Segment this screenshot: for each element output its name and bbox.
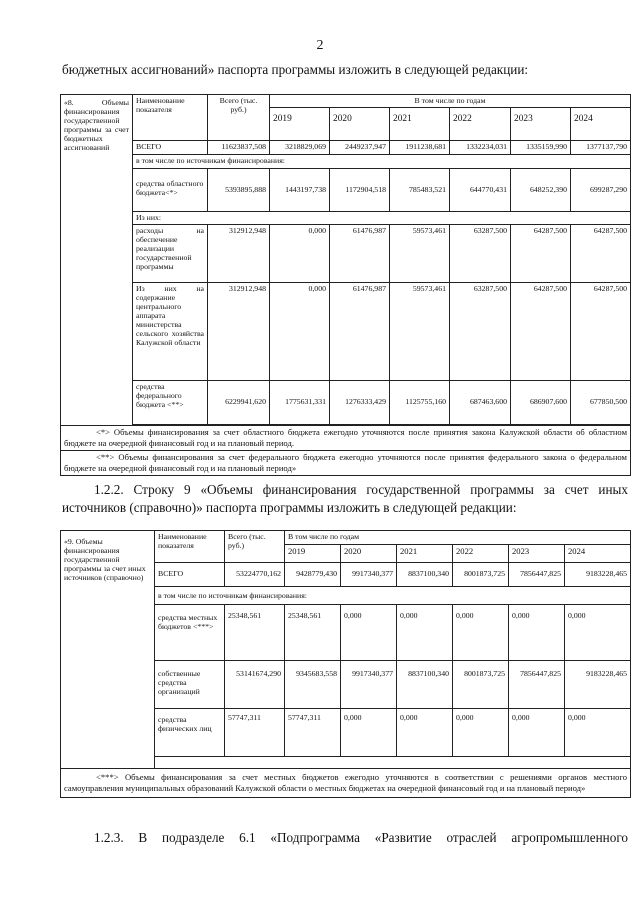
section-1-2-2: 1.2.2. Строку 9 «Объемы финансирования государственной программы за счет иных источников (справочно)» паспорта программы изложить в следующей редакции: bbox=[62, 482, 628, 515]
footnote-federal-text: <**> Объемы финансирования за счет федерального бюджета ежегодно уточняются после принятия федерального закона о федеральном бюджете на очередной финансовый год и на плановый период» bbox=[64, 452, 628, 473]
cell-value: 0,000 bbox=[565, 605, 631, 661]
cell-value: 785483,521 bbox=[390, 169, 450, 212]
footnote-local-text: <***> Объемы финансирования за счет местных бюджетов ежегодно уточняются в соответствии с решениями органов местного самоуправления муниципальных образований Калужской области о местных бюджетах на очередной финансовый год и на плановый период» bbox=[64, 772, 628, 793]
cell-value: 0,000 bbox=[341, 709, 397, 757]
year-2019: 2019 bbox=[270, 108, 330, 141]
row-expenses-label: расходы на обеспечение реализации государственной программы bbox=[133, 225, 208, 283]
cell-value: 0,000 bbox=[270, 283, 330, 381]
cell-value: 644770,431 bbox=[450, 169, 511, 212]
cell-total: 11623837,508 bbox=[208, 141, 270, 155]
footnote-local bbox=[61, 769, 631, 798]
cell-value: 0,000 bbox=[453, 709, 509, 757]
footnote-regional bbox=[61, 426, 631, 451]
cell-value: 0,000 bbox=[397, 709, 453, 757]
year-2021: 2021 bbox=[390, 108, 450, 141]
row-individuals-label: средства физических лиц bbox=[155, 709, 225, 757]
cell-value: 1775631,331 bbox=[270, 381, 330, 425]
cell-value: 63287,500 bbox=[450, 225, 511, 283]
col-name-header: Наименование показателя bbox=[155, 531, 225, 563]
col-years-header: В том числе по годам bbox=[270, 95, 631, 108]
intro-line: бюджетных ассигнований» паспорта программы изложить в следующей редакции: bbox=[62, 62, 529, 77]
cell-value: 1172904,518 bbox=[330, 169, 390, 212]
cell-total: 5393895,888 bbox=[208, 169, 270, 212]
cell-value: 1911238,681 bbox=[390, 141, 450, 155]
col-total-header: Всего (тыс. руб.) bbox=[225, 531, 285, 563]
row-own-label: собственные средства организаций bbox=[155, 661, 225, 709]
table-budget-financing bbox=[60, 94, 631, 476]
cell-total: 25348,561 bbox=[225, 605, 285, 661]
cell-value: 9345683,558 bbox=[285, 661, 341, 709]
cell-value: 7856447,825 bbox=[509, 563, 565, 587]
year-2023: 2023 bbox=[509, 545, 565, 563]
cell-value: 3218829,069 bbox=[270, 141, 330, 155]
footnote-federal bbox=[61, 451, 631, 476]
cell-total: 53141674,290 bbox=[225, 661, 285, 709]
cell-total: 6229941,620 bbox=[208, 381, 270, 425]
row-local-label: средства местных бюджетов <***> bbox=[155, 605, 225, 661]
row-ministry-label: Из них на содержание центрального аппарата министерства сельского хозяйства Калужской области bbox=[133, 283, 208, 381]
cell-value: 1377137,790 bbox=[571, 141, 631, 155]
cell-value: 8001873,725 bbox=[453, 563, 509, 587]
cell-value: 699287,290 bbox=[571, 169, 631, 212]
sources-header: в том числе по источникам финансирования: bbox=[155, 587, 631, 605]
row-federal-label: средства федерального бюджета <**> bbox=[133, 381, 208, 425]
sources-header: в том числе по источникам финансирования: bbox=[133, 155, 631, 169]
year-2024: 2024 bbox=[571, 108, 631, 141]
table-row bbox=[61, 141, 631, 155]
cell-value: 59573,461 bbox=[390, 283, 450, 381]
cell-value: 57747,311 bbox=[285, 709, 341, 757]
year-2020: 2020 bbox=[341, 545, 397, 563]
year-2022: 2022 bbox=[453, 545, 509, 563]
table-other-sources bbox=[60, 530, 631, 798]
cell-value: 25348,561 bbox=[285, 605, 341, 661]
cell-value: 1276333,429 bbox=[330, 381, 390, 425]
col-years-header: В том числе по годам bbox=[285, 531, 631, 545]
table-row bbox=[61, 283, 631, 381]
year-2024: 2024 bbox=[565, 545, 631, 563]
cell-value: 1125755,160 bbox=[390, 381, 450, 425]
cell-total: 53224770,162 bbox=[225, 563, 285, 587]
row-label-8: «8. Объемы финансирования государственной программы за счет бюджетных ассигнований bbox=[61, 95, 133, 426]
cell-value: 8001873,725 bbox=[453, 661, 509, 709]
page-number: 2 bbox=[316, 38, 324, 53]
cell-value: 7856447,825 bbox=[509, 661, 565, 709]
section-1-2-3: 1.2.3. В подразделе 6.1 «Подпрограмма «Развитие отраслей агропромышленного bbox=[94, 830, 628, 845]
cell-value: 0,000 bbox=[509, 605, 565, 661]
cell-value: 61476,987 bbox=[330, 225, 390, 283]
year-2019: 2019 bbox=[285, 545, 341, 563]
row-label-9: «9. Объемы финансирования государственной программы за счет иных источников (справочно) bbox=[61, 531, 155, 769]
cell-value: 0,000 bbox=[270, 225, 330, 283]
cell-value: 8837100,340 bbox=[397, 661, 453, 709]
cell-value: 1443197,738 bbox=[270, 169, 330, 212]
cell-value: 0,000 bbox=[509, 709, 565, 757]
cell-value: 0,000 bbox=[397, 605, 453, 661]
cell-total: 312912,948 bbox=[208, 283, 270, 381]
cell-value: 64287,500 bbox=[511, 283, 571, 381]
table-row bbox=[61, 169, 631, 212]
cell-value: 2449237,947 bbox=[330, 141, 390, 155]
footnote-regional-text: <*> Объемы финансирования за счет областного бюджета ежегодно уточняются после принятия закона Калужской области об областном бюджете на очередной финансовый год и на плановый период. bbox=[64, 427, 628, 448]
cell-value: 63287,500 bbox=[450, 283, 511, 381]
cell-value: 686907,600 bbox=[511, 381, 571, 425]
cell-value: 9183228,465 bbox=[565, 661, 631, 709]
cell-value: 0,000 bbox=[341, 605, 397, 661]
cell-value: 59573,461 bbox=[390, 225, 450, 283]
cell-value: 1332234,031 bbox=[450, 141, 511, 155]
cell-value: 648252,390 bbox=[511, 169, 571, 212]
table-row bbox=[61, 381, 631, 425]
cell-value: 0,000 bbox=[565, 709, 631, 757]
row-total-label: ВСЕГО bbox=[155, 563, 225, 587]
row-total-label: ВСЕГО bbox=[133, 141, 208, 155]
row-regional-label: средства областного бюджета<*> bbox=[133, 169, 208, 212]
cell-value: 677850,500 bbox=[571, 381, 631, 425]
cell-value: 61476,987 bbox=[330, 283, 390, 381]
cell-value: 9917340,377 bbox=[341, 661, 397, 709]
year-2020: 2020 bbox=[330, 108, 390, 141]
cell-total: 312912,948 bbox=[208, 225, 270, 283]
cell-value: 9428779,430 bbox=[285, 563, 341, 587]
of-which-label: Из них: bbox=[133, 212, 631, 225]
cell-total: 57747,311 bbox=[225, 709, 285, 757]
col-name-header: Наименование показателя bbox=[133, 95, 208, 141]
col-total-header: Всего (тыс. руб.) bbox=[208, 95, 270, 141]
cell-value: 9183228,465 bbox=[565, 563, 631, 587]
cell-value: 64287,500 bbox=[571, 225, 631, 283]
table-row bbox=[61, 225, 631, 283]
cell-value: 1335159,990 bbox=[511, 141, 571, 155]
year-2021: 2021 bbox=[397, 545, 453, 563]
year-2023: 2023 bbox=[511, 108, 571, 141]
cell-value: 9917340,377 bbox=[341, 563, 397, 587]
cell-value: 687463,600 bbox=[450, 381, 511, 425]
cell-value: 8837100,340 bbox=[397, 563, 453, 587]
cell-value: 0,000 bbox=[453, 605, 509, 661]
cell-value: 64287,500 bbox=[571, 283, 631, 381]
year-2022: 2022 bbox=[450, 108, 511, 141]
cell-value: 64287,500 bbox=[511, 225, 571, 283]
